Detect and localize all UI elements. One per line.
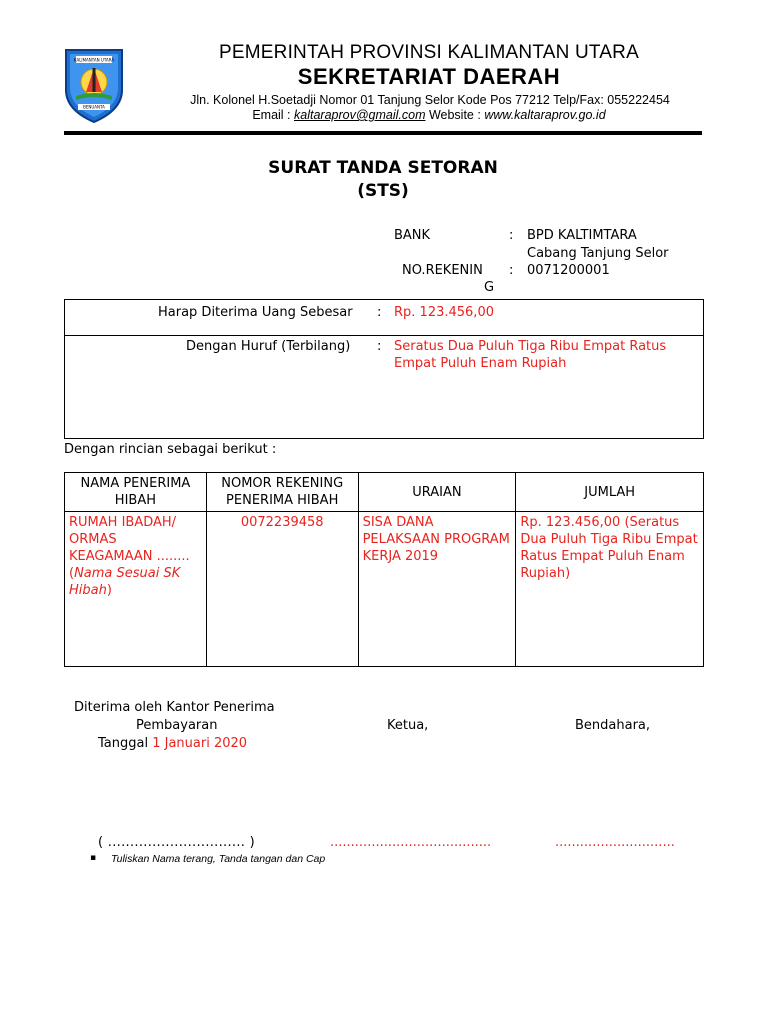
signature-blank-receiver: ( ............................... ) (98, 835, 256, 850)
header-contact (150, 108, 708, 122)
recipient-note-open: ( (69, 566, 75, 581)
header-address: Jln. Kolonel H.Soetadji Nomor 01 Tanjung Selor Kode Pos 77212 Telp/Fax: 055222454 (190, 93, 670, 107)
received-by-line2: Pembayaran (136, 718, 218, 733)
header-secretariat: SEKRETARIAT DAERAH (297, 64, 561, 89)
header-description: URAIAN (358, 473, 516, 512)
signature-blank-bendahara: ............................. (555, 835, 675, 850)
website-link[interactable]: www.kaltaraprov.go.id (484, 108, 606, 122)
amount-label: Harap Diterima Uang Sebesar (158, 305, 353, 320)
amount-words-line1: Seratus Dua Puluh Tiga Ribu Empat Ratus (394, 339, 667, 354)
bendahara-label: Bendahara, (575, 718, 651, 733)
account-label-wrap: G (484, 280, 495, 295)
amount-words-line2: Empat Puluh Enam Rupiah (394, 356, 567, 371)
received-by-line1: Diterima oleh Kantor Penerima (74, 700, 275, 715)
email-link[interactable]: kaltaraprov@gmail.com (294, 108, 426, 122)
footnote-bullet-icon: ▪ (90, 853, 97, 863)
recipient-name-cell (65, 512, 207, 667)
amount-value: Rp. 123.456,00 (394, 305, 494, 320)
header-recipient-name: NAMA PENERIMA HIBAH (65, 473, 207, 512)
account-label: NO.REKENIN (402, 263, 483, 278)
recipient-note-close: ) (106, 583, 112, 598)
table-row (65, 512, 704, 667)
recipient-note: Nama Sesuai SK Hibah (69, 566, 181, 598)
logo-text-bottom: BENUANTA (83, 104, 105, 110)
ketua-label: Ketua, (387, 718, 429, 733)
signature-blank-ketua: ....................................... (330, 835, 492, 850)
recipient-name: RUMAH IBADAH/ ORMAS KEAGAMAAN ........ (69, 515, 190, 564)
header-government: PEMERINTAH PROVINSI KALIMANTAN UTARA (219, 42, 639, 63)
amount-words-colon: : (377, 339, 382, 354)
bank-colon: : (509, 228, 514, 243)
account-colon: : (509, 263, 514, 278)
bank-account-number: 0071200001 (527, 263, 610, 278)
email-label: Email : (252, 108, 294, 122)
logo-text-top: KALIMANTAN UTARA (73, 57, 115, 63)
footnote-text: Tuliskan Nama terang, Tanda tangan dan Cap (111, 853, 326, 865)
date-line (98, 735, 247, 752)
detail-intro: Dengan rincian sebagai berikut : (64, 442, 277, 457)
amount-colon: : (377, 305, 382, 320)
website-label: Website : (425, 108, 485, 122)
bank-name: BPD KALTIMTARA (527, 228, 637, 243)
header-recipient-account: NOMOR REKENING PENERIMA HIBAH (206, 473, 358, 512)
amount-words-label: Dengan Huruf (Terbilang) (186, 339, 351, 354)
province-logo (62, 44, 126, 124)
detail-table (64, 472, 704, 667)
table-header-row (65, 473, 704, 512)
bank-branch: Cabang Tanjung Selor (527, 246, 669, 261)
date-label: Tanggal (98, 736, 153, 751)
header-rule (64, 131, 702, 135)
header-amount: JUMLAH (516, 473, 704, 512)
amount-cell: Rp. 123.456,00 (Seratus Dua Puluh Tiga Ribu Empat Ratus Empat Puluh Enam Rupiah) (516, 512, 704, 667)
document-subtitle: (STS) (357, 181, 409, 201)
description-cell: SISA DANA PELAKSAAN PROGRAM KERJA 2019 (358, 512, 516, 667)
bank-label: BANK (394, 228, 431, 243)
recipient-account: 0072239458 (206, 512, 358, 667)
document-title: SURAT TANDA SETORAN (268, 158, 498, 178)
date-value: 1 Januari 2020 (152, 736, 248, 751)
